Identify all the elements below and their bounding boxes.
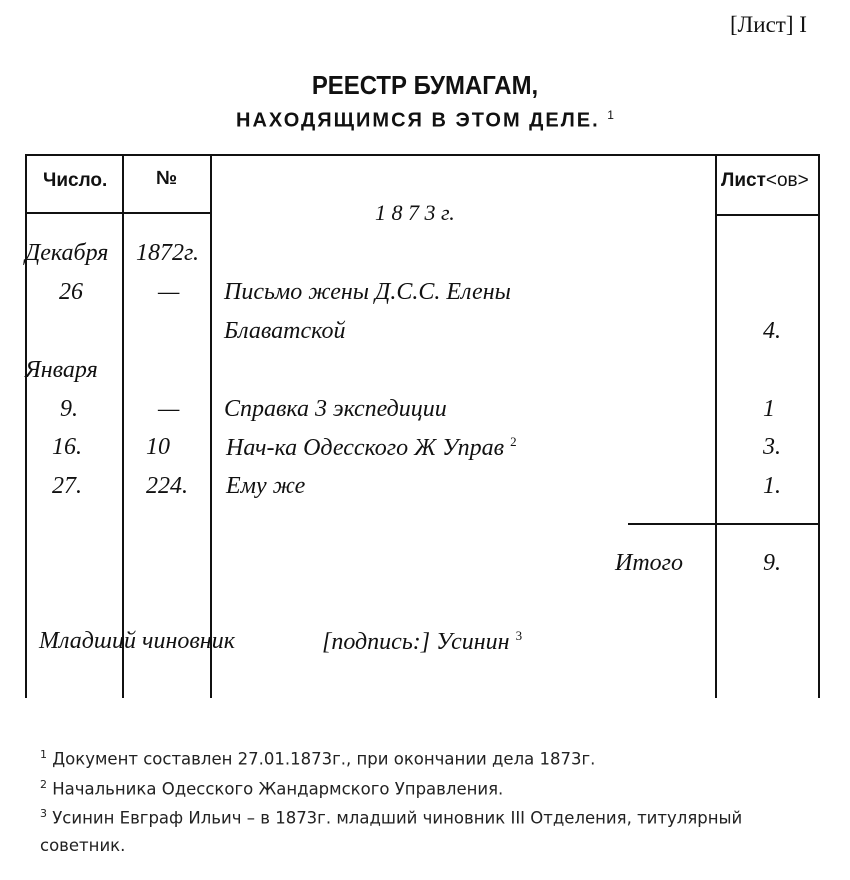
- column-divider-1: [122, 154, 124, 698]
- signature-text: [подпись:] Усинин: [322, 629, 510, 655]
- footnote-3-text: Усинин Евграф Ильич – в 1873г. младший чиновник III Отделения, титулярный: [52, 808, 743, 828]
- footnote-1-text: Документ составлен 27.01.1873г., при окончании дела 1873г.: [52, 749, 596, 769]
- subtitle-text: НАХОДЯЩИМСЯ В ЭТОМ ДЕЛЕ.: [236, 109, 600, 132]
- row-4-sheets: 1: [763, 396, 775, 422]
- document-title: РЕЕСТР БУМАГАМ,: [311, 70, 539, 100]
- footnote-3: [40, 807, 742, 828]
- header-sheets-label: Лист: [721, 170, 766, 191]
- row-5-no: 10: [146, 434, 170, 460]
- row-5-text-body: Нач-ка Одесского Ж Управ: [226, 435, 505, 461]
- row-5-sheets: 3.: [763, 434, 781, 460]
- table-right-border: [818, 154, 820, 698]
- table-top-border: [25, 154, 820, 156]
- year-heading: 1 8 7 3 г.: [375, 200, 455, 225]
- row-6-text: Ему же: [226, 473, 306, 499]
- total-label: Итого: [615, 550, 684, 576]
- document-subtitle: [0, 108, 850, 133]
- row-2-text: Блаватской: [224, 318, 346, 344]
- footnote-3-mark: 3: [40, 807, 47, 820]
- column-divider-2: [210, 154, 212, 698]
- header-no: №: [156, 168, 178, 189]
- row-6-day: 27.: [52, 473, 82, 499]
- row-6-no: 224.: [146, 473, 188, 499]
- row-4-day: 9.: [60, 396, 78, 422]
- footnote-2: [40, 778, 503, 799]
- header-number: Число.: [43, 170, 108, 191]
- footnote-2-mark: 2: [40, 778, 47, 791]
- signature: [322, 628, 522, 656]
- footnote-3-continuation: советник.: [40, 836, 126, 855]
- row-3-day: Января: [25, 357, 98, 383]
- row-0-no: 1872г.: [136, 240, 200, 266]
- header-underline-right: [715, 214, 820, 216]
- table-left-border: [25, 154, 27, 698]
- header-underline-left: [25, 212, 212, 214]
- signature-role: Младший чиновник: [39, 628, 235, 654]
- row-5-day: 16.: [52, 434, 82, 460]
- column-divider-3: [715, 154, 717, 698]
- header-sheets: [721, 170, 809, 192]
- row-2-sheets: 4.: [763, 318, 781, 344]
- row-4-no: —: [158, 396, 180, 422]
- row-1-text: Письмо жены Д.С.С. Елены: [224, 279, 511, 305]
- signature-footnote-mark: 3: [515, 628, 523, 643]
- footnote-1-mark: 1: [40, 748, 47, 761]
- row-1-no: —: [158, 279, 180, 305]
- row-0-day: Декабря: [25, 240, 109, 266]
- footnote-1: [40, 748, 595, 769]
- subtitle-footnote-mark: 1: [607, 108, 614, 122]
- total-value: 9.: [763, 550, 781, 576]
- row-5-footnote-mark: 2: [510, 434, 517, 449]
- row-1-day: 26: [59, 279, 83, 305]
- row-6-sheets: 1.: [763, 473, 781, 499]
- header-sheets-suffix: <ов>: [765, 170, 809, 191]
- footnote-2-text: Начальника Одесского Жандармского Управления.: [52, 779, 504, 799]
- row-5-text: [226, 434, 517, 462]
- sheet-number: [Лист] I: [730, 12, 807, 37]
- row-4-text: Справка 3 экспедиции: [224, 396, 447, 422]
- total-line: [628, 523, 820, 525]
